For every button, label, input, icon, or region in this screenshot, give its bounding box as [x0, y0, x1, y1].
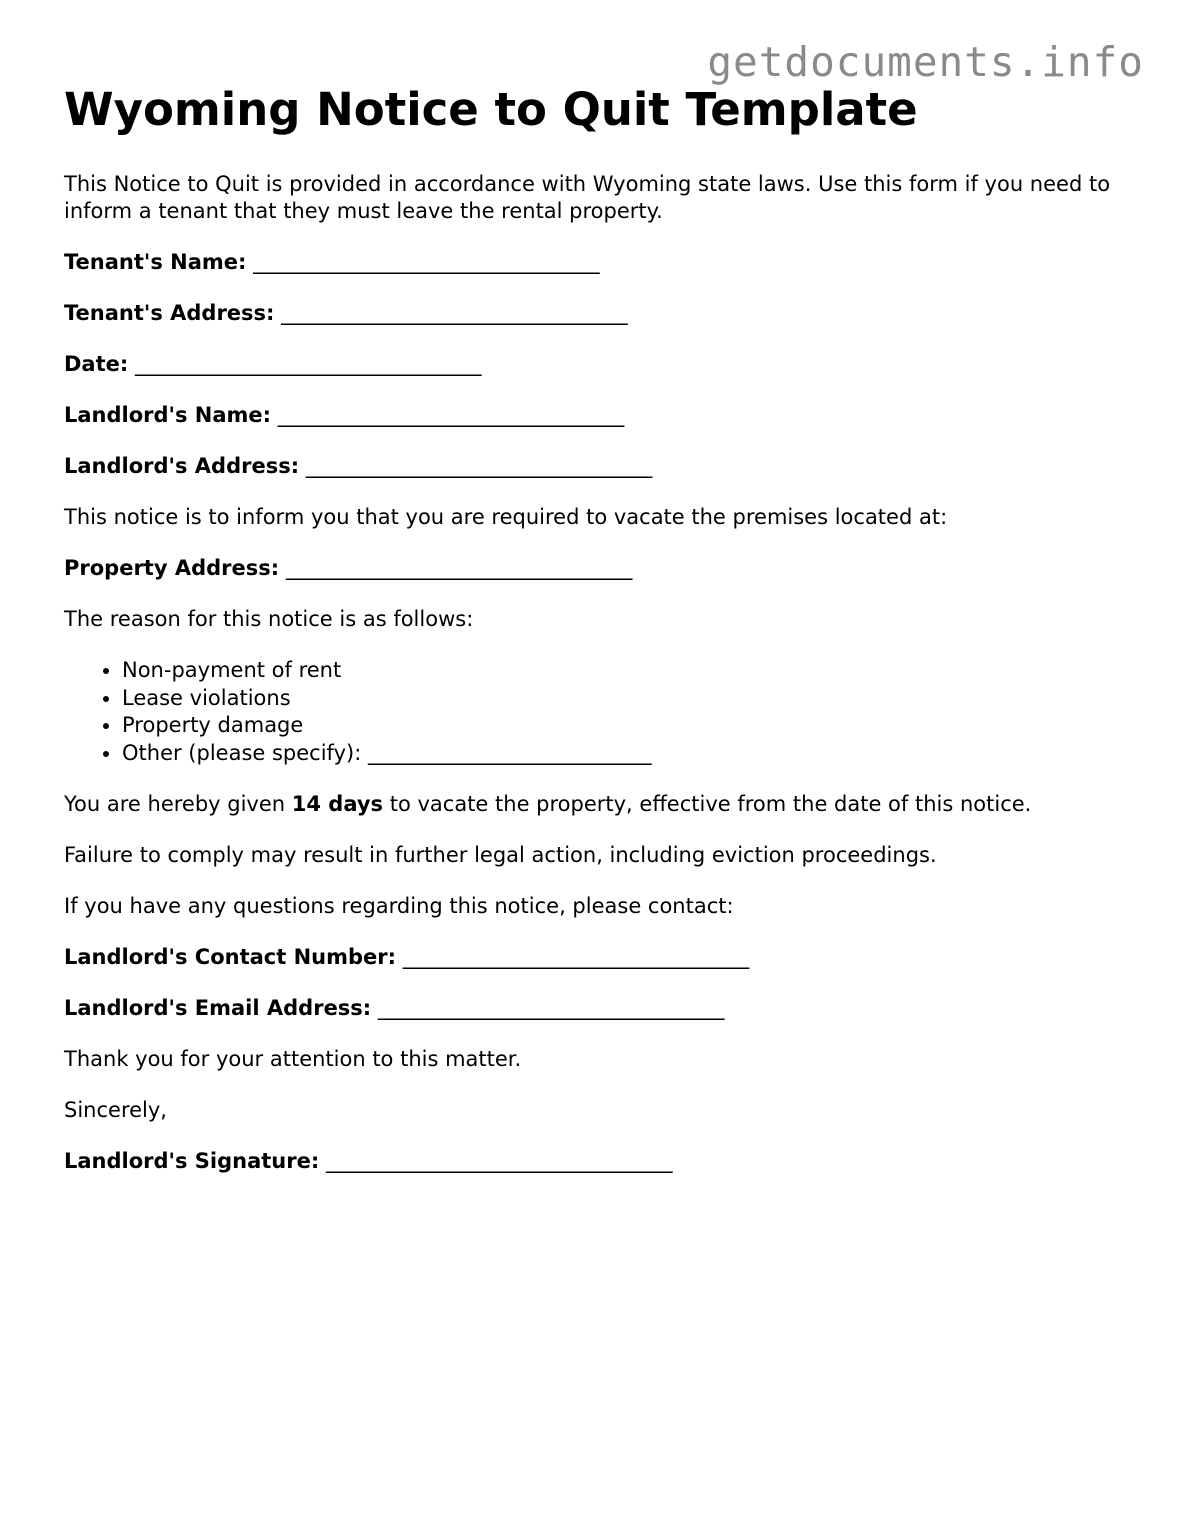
field-label: Tenant's Name:: [64, 250, 247, 274]
field-label: Date:: [64, 352, 129, 376]
tenant-name-field: [64, 249, 1124, 276]
landlord-contact-number-field: [64, 944, 1124, 971]
field-label: Landlord's Signature:: [64, 1149, 320, 1173]
landlord-name-field: [64, 402, 1124, 429]
document-page: [64, 80, 1124, 1175]
field-label: Landlord's Email Address:: [64, 996, 372, 1020]
blank-line: _________________________________: [277, 403, 625, 427]
landlord-signature-field: [64, 1148, 1124, 1175]
reason-intro: The reason for this notice is as follows:: [64, 607, 474, 631]
list-item: • Lease violations: [122, 685, 1124, 713]
closing-text: Sincerely,: [64, 1098, 167, 1122]
list-item: • Property damage: [122, 712, 1124, 740]
field-label: Property Address:: [64, 556, 280, 580]
vacate-text-after: to vacate the property, effective from the date of this notice.: [383, 792, 1032, 816]
list-item: • Non-payment of rent: [122, 657, 1124, 685]
landlord-email-field: [64, 995, 1124, 1022]
field-label: Tenant's Address:: [64, 301, 275, 325]
blank-line: _________________________________: [281, 301, 628, 325]
blank-line: _________________________________: [305, 454, 653, 478]
field-label: Landlord's Address:: [64, 454, 300, 478]
date-field: [64, 351, 1124, 378]
blank-line: _________________________________: [285, 556, 633, 580]
tenant-address-field: [64, 300, 1124, 327]
failure-paragraph: Failure to comply may result in further legal action, including eviction proceedings.: [64, 843, 937, 867]
premises-paragraph: This notice is to inform you that you are required to vacate the premises located at:: [64, 505, 948, 529]
blank-line: _________________________________: [134, 352, 482, 376]
blank-line: _________________________________: [377, 996, 725, 1020]
page-title: Wyoming Notice to Quit Template: [64, 83, 918, 136]
blank-line: _________________________________: [325, 1149, 673, 1173]
reasons-list: [64, 657, 1124, 767]
list-item: • Other (please specify): ___________________________: [122, 740, 1124, 768]
questions-paragraph: If you have any questions regarding this notice, please contact:: [64, 894, 734, 918]
blank-line: _________________________________: [402, 945, 750, 969]
blank-line: _________________________________: [253, 250, 600, 274]
landlord-address-field: [64, 453, 1124, 480]
vacate-days: 14 days: [291, 792, 384, 816]
field-label: Landlord's Contact Number:: [64, 945, 397, 969]
watermark: getdocuments.info: [707, 38, 1144, 86]
thanks-paragraph: Thank you for your attention to this matter.: [64, 1047, 522, 1071]
field-label: Landlord's Name:: [64, 403, 272, 427]
vacate-text-before: You are hereby given: [64, 792, 292, 816]
property-address-field: [64, 555, 1124, 582]
vacate-paragraph: [64, 791, 1124, 818]
intro-paragraph: This Notice to Quit is provided in accordance with Wyoming state laws. Use this form if you need to inform a tenant that they must leave the rental property.: [64, 172, 1111, 223]
